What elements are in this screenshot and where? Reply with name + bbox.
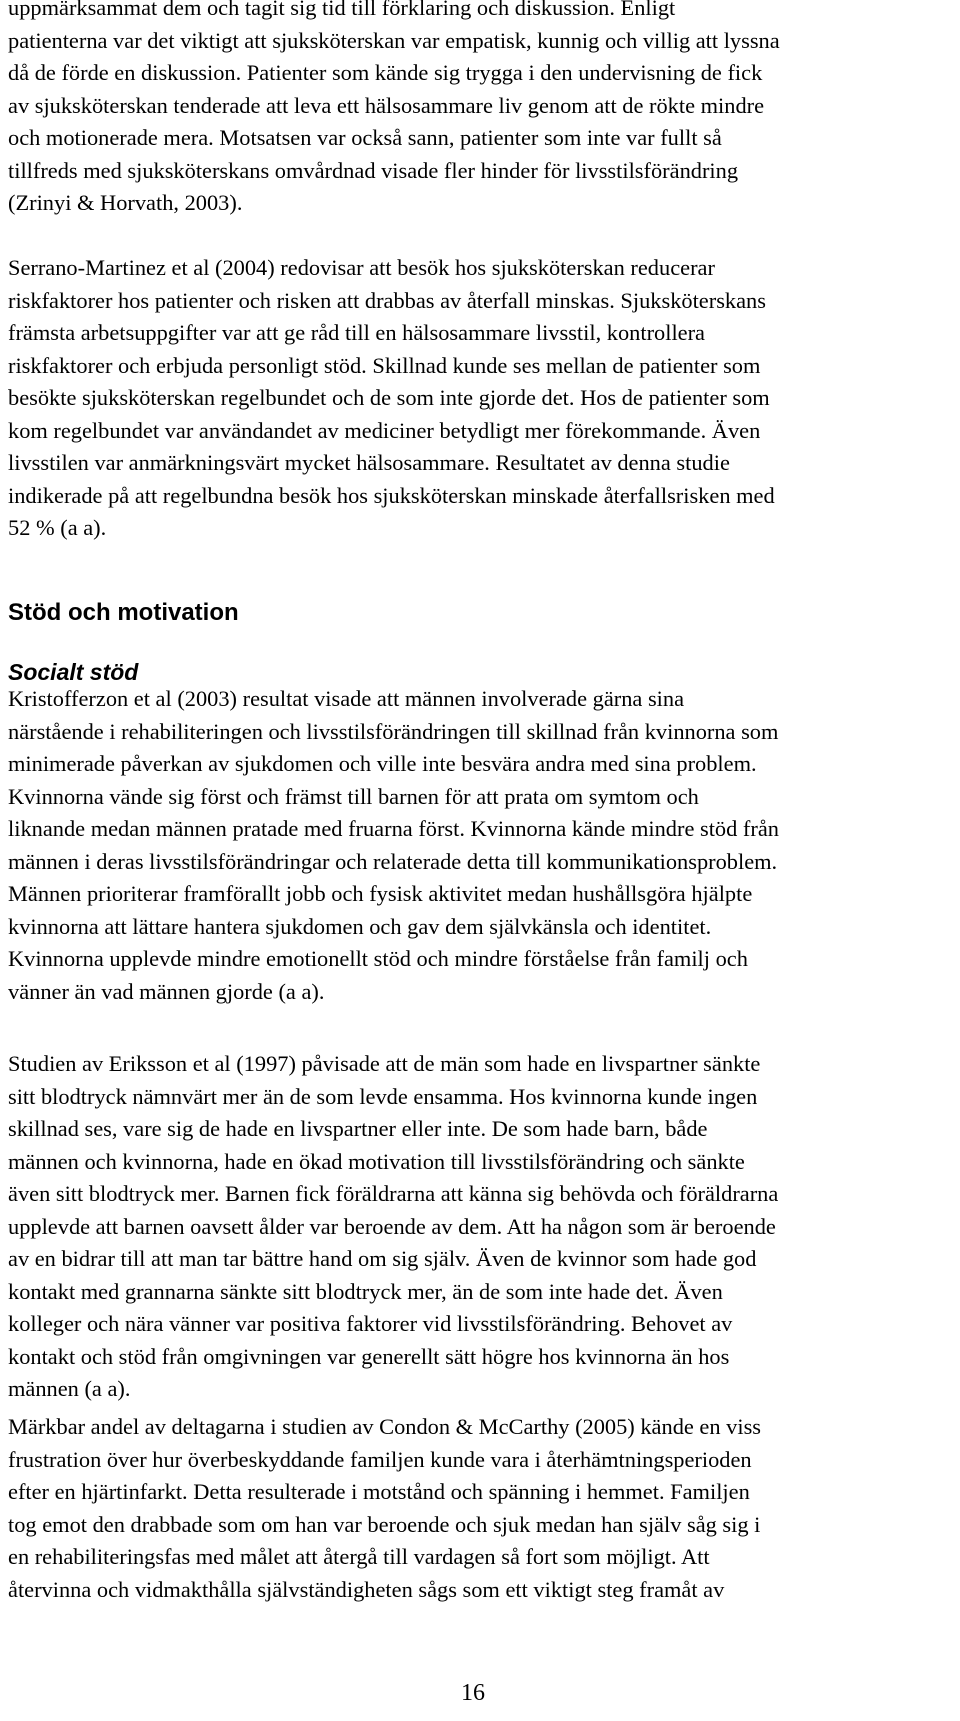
text-line: Serrano-Martinez et al (2004) redovisar att besök hos sjuksköterskan reducerar (8, 255, 715, 280)
text-line: riskfaktorer hos patienter och risken att drabbas av återfall minskas. Sjuksköterskans (8, 287, 766, 313)
text-line: återvinna och vidmakthålla självständigheten sågs som ett viktigt steg framåt av (8, 1576, 725, 1602)
text-line: och motionerade mera. Motsatsen var också sann, patienter som inte var fullt så (8, 125, 722, 150)
paragraph-kristofferzon (8, 683, 948, 1008)
text-line: då de förde en diskussion. Patienter som kände sig trygga i den undervisning de fick (8, 60, 763, 85)
text-line: männen (a a). (8, 1376, 131, 1401)
text-line: (Zrinyi & Horvath, 2003). (8, 190, 243, 215)
text-line: minimerade påverkan av sjukdomen och ville inte besvära andra med sina problem. (8, 751, 757, 776)
text-line: även sitt blodtryck mer. Barnen fick föräldrarna att känna sig behövda och föräldrarna (8, 1181, 779, 1206)
text-line: Studien av Eriksson et al (1997) påvisade att de män som hade en livspartner sänkte (8, 1051, 761, 1076)
paragraph-eriksson (8, 1048, 948, 1406)
text-line: av sjuksköterskan tenderade att leva ett hälsosammare liv genom att de rökte mindre (8, 92, 765, 118)
text-line: indikerade på att regelbundna besök hos sjuksköterskan minskade återfallsrisken med (8, 482, 775, 508)
text-line: närstående i rehabiliteringen och livsstilsförändringen till skillnad från kvinnorna som (8, 718, 779, 744)
text-line: frustration över hur överbeskyddande familjen kunde vara i återhämtningsperioden (8, 1446, 752, 1472)
text-line: av en bidrar till att man tar bättre hand om sig själv. Även de kvinnor som hade god (8, 1246, 757, 1271)
text-line: kolleger och nära vänner var positiva faktorer vid livsstilsförändring. Behovet av (8, 1311, 733, 1336)
text-line: riskfaktorer och erbjuda personligt stöd. Skillnad kunde ses mellan de patienter som (8, 352, 761, 378)
text-line: Märkbar andel av deltagarna i studien av Condon & McCarthy (2005) kände en viss (8, 1414, 761, 1439)
text-line: upplevde att barnen oavsett ålder var beroende av dem. Att ha någon som är beroende (8, 1213, 776, 1239)
text-line: sitt blodtryck nämnvärt mer än de som levde ensamma. Hos kvinnorna kunde ingen (8, 1083, 758, 1109)
text-line: en rehabiliteringsfas med målet att återgå till vardagen så fort som möjligt. Att (8, 1544, 710, 1569)
paragraph-nurse-empathy (8, 0, 948, 220)
text-line: tillfreds med sjuksköterskans omvårdnad visade fler hinder för livsstilsförändring (8, 157, 739, 183)
text-line: Kristofferzon et al (2003) resultat visade att männen involverade gärna sina (8, 686, 685, 711)
paragraph-serrano-martinez (8, 252, 948, 545)
text-line: männen i deras livsstilsförändringar och relaterade detta till kommunikationsproblem. (8, 848, 778, 874)
text-line: besökte sjuksköterskan regelbundet och de som inte gjorde det. Hos de patienter som (8, 385, 770, 410)
text-line: kontakt och stöd från omgivningen var generellt sätt högre hos kvinnorna än hos (8, 1343, 730, 1369)
text-line: kvinnorna att lättare hantera sjukdomen och gav dem självkänsla och identitet. (8, 913, 712, 939)
text-line: Kvinnorna vände sig först och främst till barnen för att prata om symtom och (8, 783, 699, 809)
text-line: vänner än vad männen gjorde (a a). (8, 978, 325, 1004)
text-line: liknande medan männen pratade med fruarna först. Kvinnorna kände mindre stöd från (8, 816, 779, 841)
text-line: Kvinnorna upplevde mindre emotionellt stöd och mindre förståelse från familj och (8, 946, 748, 971)
text-line: tog emot den drabbade som om han var beroende och sjuk medan han själv såg sig i (8, 1511, 761, 1537)
text-line: skillnad ses, vare sig de hade en livspartner eller inte. De som hade barn, både (8, 1116, 708, 1141)
page-number: 16 (461, 1680, 485, 1706)
text-line: livsstilen var anmärkningsvärt mycket hälsosammare. Resultatet av denna studie (8, 450, 730, 475)
text-line: Männen prioriterar framförallt jobb och fysisk aktivitet medan hushållsgöra hjälpte (8, 881, 753, 906)
text-line: kontakt med grannarna sänkte sitt blodtryck mer, än de som inte hade det. Även (8, 1278, 723, 1304)
section-heading: Stöd och motivation (8, 599, 239, 626)
text-line: främsta arbetsuppgifter var att ge råd till en hälsosammare livsstil, kontrollera (8, 320, 705, 345)
text-line: efter en hjärtinfarkt. Detta resulterade i motstånd och spänning i hemmet. Familjen (8, 1479, 750, 1504)
section-subheading: Socialt stöd (8, 659, 139, 685)
text-line: uppmärksammat dem och tagit sig tid till förklaring och diskussion. Enligt (8, 0, 676, 20)
text-line: patienterna var det viktigt att sjuksköterskan var empatisk, kunnig och villig att lyssna (8, 27, 780, 53)
paragraph-condon-mccarthy (8, 1411, 948, 1606)
text-line: 52 % (a a). (8, 515, 107, 540)
text-line: kom regelbundet var användandet av mediciner betydligt mer förekommande. Även (8, 417, 761, 443)
text-line: männen och kvinnorna, hade en ökad motivation till livsstilsförändring och sänkte (8, 1148, 745, 1174)
